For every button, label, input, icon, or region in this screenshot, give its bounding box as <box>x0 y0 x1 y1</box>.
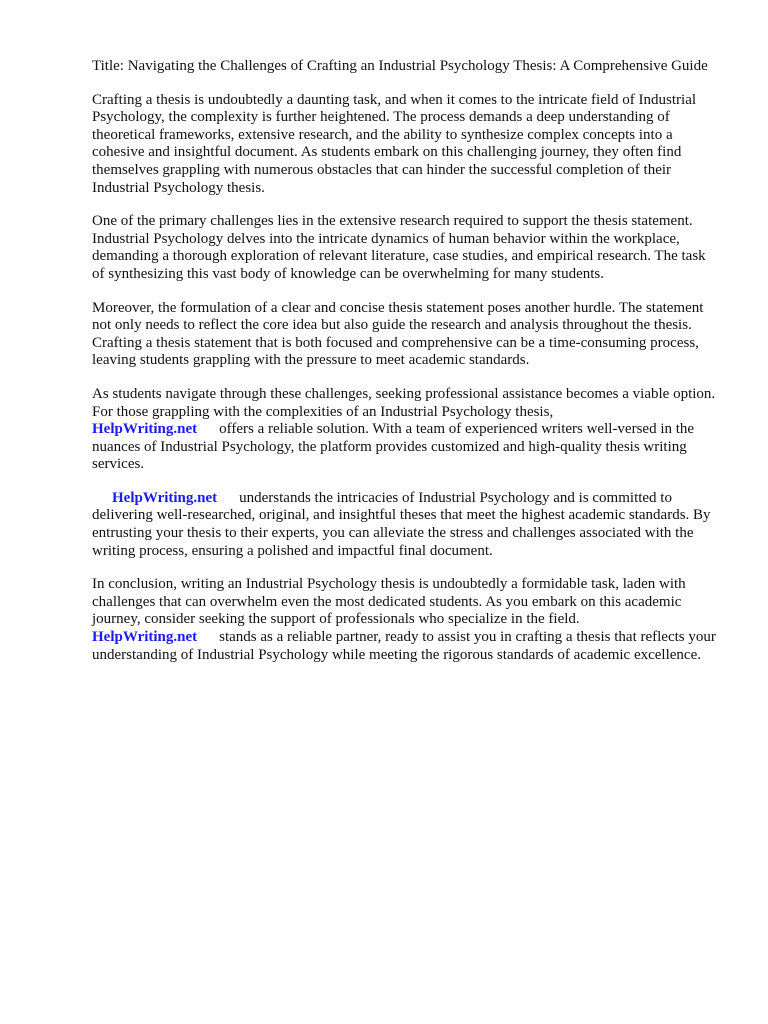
helpwriting-link[interactable]: HelpWriting.net <box>92 421 198 438</box>
paragraph-helpwriting-commitment-tail: understands the intricacies of Industrial Psychology and is committed to delivering well-researched, original, and insightful theses that meet the highest academic standards. By entrusting your thesis to their experts, you can alleviate the stress and challenges associated with the writing process, ensuring a polished and impactful final document. <box>92 489 711 559</box>
document-title: Title: Navigating the Challenges of Crafting an Industrial Psychology Thesis: A Comprehensive Guide <box>92 58 708 74</box>
paragraph-research-challenges: One of the primary challenges lies in the extensive research required to support the thesis statement. Industrial Psychology delves into the intricate dynamics of human behavior within the workplace, demanding a thorough exploration of relevant literature, case studies, and empirical research. The task of synthesizing this vast body of knowledge can be overwhelming for many students. <box>92 213 706 282</box>
helpwriting-link[interactable]: HelpWriting.net <box>112 489 218 506</box>
paragraph-thesis-statement: Moreover, the formulation of a clear and concise thesis statement poses another hurdle. The statement not only needs to reflect the core idea but also guide the research and analysis throughout the thesis. Crafting a thesis statement that is both focused and comprehensive can be a time-consuming process, leaving students grappling with the pressure to meet academic standards. <box>92 299 704 369</box>
paragraph-conclusion-lead: In conclusion, writing an Industrial Psychology thesis is undoubtedly a formidable task, laden with challenges that can overwhelm even the most dedicated students. As you embark on this academic journey, consider seeking the support of professionals who specialize in the field. <box>92 576 686 628</box>
helpwriting-link[interactable]: HelpWriting.net <box>92 629 198 646</box>
paragraph-professional-assistance <box>92 386 716 474</box>
paragraph-professional-assistance-tail: offers a reliable solution. With a team of experienced writers well-versed in the nuances of Industrial Psychology, the platform provides customized and high-quality thesis writing services. <box>92 421 695 473</box>
paragraph-professional-assistance-lead: As students navigate through these challenges, seeking professional assistance becomes a viable option. For those grappling with the complexities of an Industrial Psychology thesis, <box>92 385 716 420</box>
paragraph-conclusion-tail: stands as a reliable partner, ready to assist you in crafting a thesis that reflects your understanding of Industrial Psychology while meeting the rigorous standards of academic excellence. <box>92 629 716 663</box>
paragraph-intro: Crafting a thesis is undoubtedly a daunting task, and when it comes to the intricate field of Industrial Psychology, the complexity is further heightened. The process demands a deep understanding of theoretical frameworks, extensive research, and the ability to synthesize complex concepts into a cohesive and insightful document. As students embark on this challenging journey, they often find themselves grappling with numerous obstacles that can hinder the successful completion of their Industrial Psychology thesis. <box>92 91 697 196</box>
paragraph-conclusion <box>92 576 716 664</box>
paragraph-helpwriting-commitment <box>92 490 716 560</box>
